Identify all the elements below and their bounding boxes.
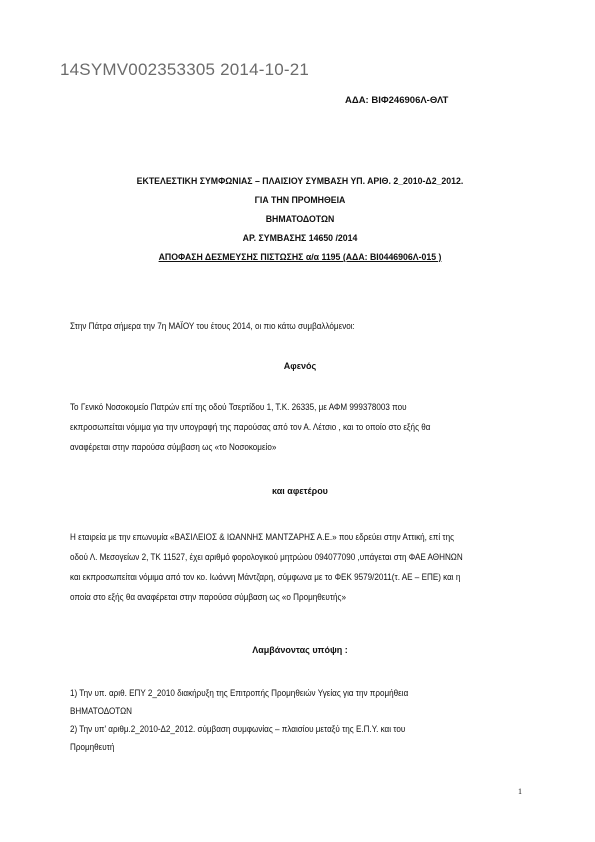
supplier-paragraph: [70, 527, 480, 607]
contract-title: [79, 172, 521, 267]
list-item-2-cont: Προμηθευτή: [70, 742, 115, 752]
heading-considering: Λαμβάνοντας υπόψη :: [252, 645, 348, 655]
supplier-line-2: οδού Λ. Μεσογείων 2, ΤΚ 11527, έχει αριθμό φορολογικού μητρώου 094077090 ,υπάγεται στη ΦΑΕ ΑΘΗΝΩΝ: [70, 552, 463, 562]
list-item-1-cont: ΒΗΜΑΤΟΔΟΤΩΝ: [70, 706, 132, 716]
document-stamp: 14SYMV002353305 2014-10-21: [60, 60, 310, 79]
supplier-line-3: και εκπροσωπείται νόμιμα από τον κο. Ιωάννη Μάντζαρη, σύμφωνα με το ΦΕΚ 9579/2011(τ. ΑΕ – ΕΠΕ) και η: [70, 572, 461, 582]
title-line-4: ΑΡ. ΣΥΜΒΑΣΗΣ 14650 /2014: [242, 233, 358, 244]
supplier-line-4: οποία στο εξής θα αναφέρεται στην παρούσα σύμβαση ως «ο Προμηθευτής»: [70, 592, 346, 602]
hospital-line-2: εκπροσωπείται νόμιμα για την υπογραφή της παρούσας από τον Α. Λέτσιο , και το οποίο στο εξής θα: [70, 422, 431, 432]
hospital-line-1: Το Γενικό Νοσοκομείο Πατρών επί της οδού Τσερτίδου 1, Τ.Κ. 26335, με ΑΦΜ 999378003 που: [70, 402, 407, 412]
supplier-line-1: Η εταιρεία με την επωνυμία «ΒΑΣΙΛΕΙΟΣ & ΙΩΑΝΝΗΣ ΜΑΝΤΖΑΡΗΣ Α.Ε.» που εδρεύει στην Αττική, επί της: [70, 532, 454, 542]
hospital-paragraph: [70, 397, 480, 457]
page-number: 1: [518, 787, 522, 796]
title-line-3: ΒΗΜΑΤΟΔΟΤΩΝ: [265, 214, 335, 225]
ada-code: ΑΔΑ: ΒΙΦ246906Λ-ΘΛΤ: [345, 95, 449, 106]
list-item-1: 1) Την υπ. αριθ. ΕΠΥ 2_2010 διακήρυξη της Επιτροπής Προμηθειών Υγείας για την προμήθεια: [70, 688, 409, 698]
title-line-1: ΕΚΤΕΛΕΣΤΙΚΗ ΣΥΜΦΩΝΙΑΣ – ΠΛΑΙΣΙΟΥ ΣΥΜΒΑΣΗ ΥΠ. ΑΡΙΘ. 2_2010-Δ2_2012.: [136, 176, 464, 187]
considerations-list: [70, 684, 480, 756]
heading-afenos: Αφενός: [283, 361, 317, 371]
title-line-5: ΑΠΟΦΑΣΗ ΔΕΣΜΕΥΣΗΣ ΠΙΣΤΩΣΗΣ α/α 1195 (ΑΔΑ: ΒΙ0446906Λ-015 ): [158, 252, 442, 263]
title-line-2: ΓΙΑ ΤΗΝ ΠΡΟΜΗΘΕΙΑ: [254, 195, 346, 206]
hospital-line-3: αναφέρεται στην παρούσα σύμβαση ως «το Νοσοκομείο»: [70, 442, 277, 452]
heading-aferetou: και αφετέρου: [272, 486, 328, 496]
list-item-2: 2) Την υπ' αριθμ.2_2010-Δ2_2012. σύμβαση συμφωνίας – πλαισίου μεταξύ της Ε.Π.Υ. και του: [70, 724, 406, 734]
intro-paragraph: Στην Πάτρα σήμερα την 7η ΜΑΪΟΥ του έτους 2014, οι πιο κάτω συμβαλλόμενοι:: [70, 321, 355, 331]
